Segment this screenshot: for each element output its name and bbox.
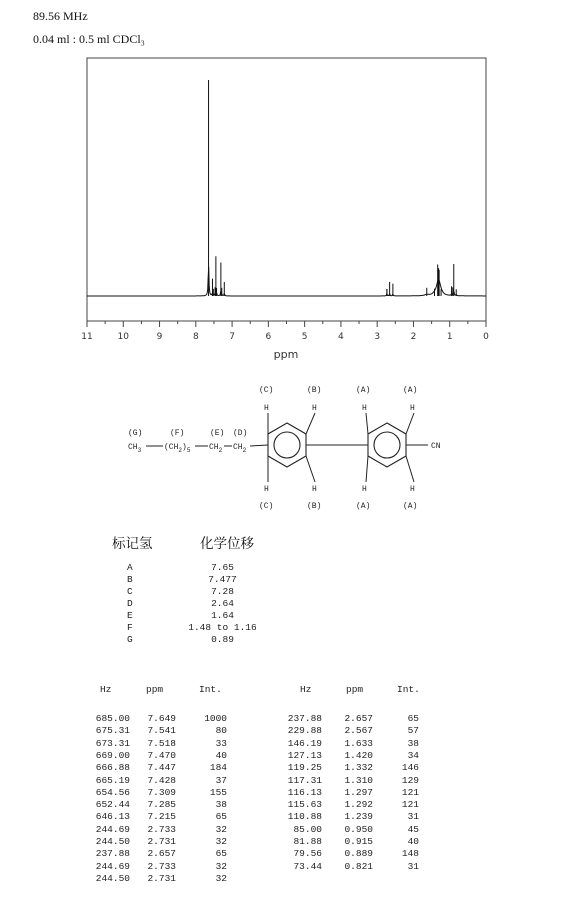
peak-table-cell: 73.44	[293, 860, 322, 872]
assignment-label: F	[127, 622, 133, 633]
peak-table-cell: 65	[407, 713, 419, 724]
peak-table-cell: 2.657	[147, 848, 176, 860]
peak-table-cell: 685.00	[95, 713, 130, 724]
x-tick-label: 5	[301, 332, 308, 342]
assignment-shift: 2.64	[211, 598, 234, 609]
x-tick-label: 10	[117, 332, 129, 342]
aromatic-circle-2	[374, 432, 400, 458]
peak-table-cell: 0.821	[344, 860, 373, 872]
peak-table-cell: 237.88	[95, 848, 130, 860]
h-atom: H	[362, 404, 367, 413]
peak-table-cell: 654.56	[95, 786, 130, 798]
x-tick-label: 11	[81, 332, 93, 342]
label-c-top: (C)	[259, 386, 274, 395]
peak-table-cell: 129	[401, 774, 419, 786]
peak-table-cell: 40	[215, 749, 227, 761]
peak-table-cell: 146	[401, 762, 419, 774]
x-tick-label: 9	[156, 332, 163, 342]
ch2-d: $CH_2$	[233, 443, 247, 454]
peak-table-cell: 121	[401, 786, 419, 798]
peak-table-cell: 119.25	[287, 762, 322, 774]
peak-table-cell: 1.239	[344, 811, 373, 823]
plot-frame	[87, 58, 486, 321]
methylene-chain: $(CH_2)_5$	[164, 443, 191, 454]
peak-table-cell: 244.50	[95, 872, 130, 884]
spectrum-trace	[87, 267, 486, 296]
peak-table-cell: 79.56	[293, 848, 322, 860]
assignment-shift: 7.65	[211, 562, 234, 573]
h-atom: H	[312, 404, 317, 413]
peak-table-cell: 237.88	[287, 713, 322, 724]
peak-table-cell: 0.915	[344, 836, 373, 847]
peak-table-cell: 2.657	[344, 713, 373, 724]
peak-table-cell: 34	[407, 749, 419, 761]
peak-table-cell: 33	[215, 737, 227, 749]
peak-table-cell: 38	[215, 799, 227, 811]
h-atom: H	[410, 485, 415, 494]
assignment-label: A	[127, 562, 133, 573]
x-tick-label: 6	[265, 332, 272, 342]
label-c-bottom: (C)	[259, 502, 274, 511]
x-tick-label: 2	[410, 332, 417, 342]
peak-table-cell: 116.13	[287, 786, 322, 798]
label-a-bottom: (A)	[403, 502, 418, 511]
label-b-bottom: (B)	[307, 502, 322, 511]
h-atom: H	[410, 404, 415, 413]
h-atom: H	[264, 485, 269, 494]
peak-table-cell: 675.31	[95, 725, 130, 737]
col-int-left: Int.	[199, 684, 222, 695]
peak-table-cell: 646.13	[95, 811, 130, 823]
peak-table-cell: 1.420	[344, 749, 373, 761]
x-tick-label: 7	[229, 332, 235, 342]
assignment-label: D	[127, 598, 133, 609]
peak-table-cell: 2.567	[344, 725, 373, 737]
sample-concentration: 0.04 ml : 0.5 ml CDCl₃	[33, 32, 145, 46]
peak-table-cell: 7.447	[147, 762, 176, 774]
peak-table-cell: 110.88	[287, 811, 322, 823]
peak-table-cell: 148	[401, 848, 419, 860]
col-ppm-left: ppm	[146, 684, 164, 695]
x-tick-label: 4	[338, 332, 344, 342]
peak-table-cell: 85.00	[293, 823, 322, 835]
peak-table-cell: 7.649	[147, 713, 176, 724]
peak-table-cell: 146.19	[287, 737, 322, 749]
peak-table-cell: 38	[407, 737, 419, 749]
label-g: (G)	[128, 429, 143, 438]
peak-table-cell: 7.428	[147, 774, 176, 786]
assignment-shift: 1.48 to 1.16	[188, 622, 257, 633]
assignment-label: B	[127, 574, 133, 585]
peak-table-cell: 673.31	[95, 737, 130, 749]
col-int-right: Int.	[397, 684, 420, 695]
peak-table-cell: 666.88	[95, 762, 130, 774]
label-a-bottom: (A)	[356, 502, 371, 511]
peak-marks	[209, 80, 457, 296]
assignment-header-label: 标记氢	[112, 536, 153, 552]
assignment-header-shift: 化学位移	[200, 536, 254, 552]
assignment-shift: 1.64	[211, 610, 234, 621]
aromatic-circle-1	[274, 432, 300, 458]
peak-table-cell: 244.69	[95, 860, 130, 872]
peak-table-cell: 57	[407, 725, 419, 737]
peak-table-cell: 65	[215, 811, 227, 823]
peak-table-cell: 31	[407, 860, 419, 872]
x-axis-label: ppm	[273, 348, 299, 361]
peak-table-cell: 81.88	[293, 836, 322, 847]
label-a-top: (A)	[356, 386, 371, 395]
peak-table-cell: 7.285	[147, 799, 176, 811]
peak-table-cell: 115.63	[287, 799, 322, 811]
peak-table-cell: 244.69	[95, 823, 130, 835]
peak-table-cell: 0.950	[344, 823, 373, 835]
peak-table-cell: 117.31	[287, 774, 322, 786]
x-axis	[81, 321, 489, 342]
peak-table-cell: 652.44	[95, 799, 130, 811]
peak-table-cell: 7.309	[147, 786, 176, 798]
peak-table-cell: 2.733	[147, 823, 176, 835]
label-f: (F)	[170, 429, 185, 438]
x-tick-label: 1	[446, 332, 453, 342]
peak-table-cell: 32	[215, 823, 227, 835]
col-hz-left: Hz	[100, 684, 112, 695]
label-a-top: (A)	[403, 386, 418, 395]
peak-table-cell: 7.541	[147, 725, 176, 737]
cyano-group: CN	[431, 442, 441, 451]
methyl-group: $CH_3$	[128, 443, 142, 454]
ch2-e: $CH_2$	[209, 443, 223, 454]
label-b-top: (B)	[307, 386, 322, 395]
peak-table-cell: 32	[215, 872, 227, 884]
peak-table-cell: 7.470	[147, 749, 176, 761]
peak-table-cell: 1.633	[344, 737, 373, 749]
peak-table-cell: 155	[209, 786, 227, 798]
peak-table-cell: 229.88	[287, 725, 322, 737]
peak-table-cell: 127.13	[287, 749, 322, 761]
x-tick-label: 0	[483, 332, 489, 342]
col-hz-right: Hz	[300, 684, 312, 695]
peak-table-cell: 7.518	[147, 737, 176, 749]
assignment-shift: 0.89	[211, 634, 234, 645]
peak-table-cell: 0.889	[344, 848, 373, 860]
peak-table-cell: 1000	[204, 713, 227, 724]
assignment-label: G	[127, 634, 133, 645]
col-ppm-right: ppm	[346, 684, 364, 695]
h-atom: H	[312, 485, 317, 494]
assignment-label: E	[127, 610, 133, 621]
peak-table-cell: 669.00	[95, 749, 130, 761]
peak-table-cell: 665.19	[95, 774, 130, 786]
peak-table-cell: 2.731	[147, 836, 176, 847]
peak-table-cell: 32	[215, 836, 227, 847]
assignment-label: C	[127, 586, 133, 597]
peak-table-cell: 32	[215, 860, 227, 872]
peak-table-cell: 2.731	[147, 872, 176, 884]
peak-table-cell: 184	[209, 762, 227, 774]
assignment-shift: 7.477	[208, 574, 237, 585]
peak-table-cell: 1.310	[344, 774, 373, 786]
peak-table-cell: 2.733	[147, 860, 176, 872]
spectrometer-frequency: 89.56 MHz	[33, 9, 88, 23]
assignment-shift: 7.28	[211, 586, 234, 597]
x-tick-label: 3	[374, 332, 381, 342]
peak-table-cell: 31	[407, 811, 419, 823]
x-tick-label: 8	[192, 332, 199, 342]
label-e: (E)	[210, 429, 225, 438]
label-d: (D)	[233, 429, 248, 438]
peak-table-cell: 40	[407, 836, 419, 847]
peak-table-cell: 1.332	[344, 762, 373, 774]
h-atom: H	[264, 404, 269, 413]
peak-table-cell: 1.292	[344, 799, 373, 811]
h-atom: H	[362, 485, 367, 494]
peak-table-cell: 244.50	[95, 836, 130, 847]
peak-table-cell: 7.215	[147, 811, 176, 823]
peak-table-cell: 80	[215, 725, 227, 737]
peak-table-cell: 1.297	[344, 786, 373, 798]
chemical-structure	[128, 386, 441, 511]
peak-table-cell: 45	[407, 823, 419, 835]
peak-table-cell: 37	[215, 774, 227, 786]
peak-table-cell: 121	[401, 799, 419, 811]
peak-table-cell: 65	[215, 848, 227, 860]
